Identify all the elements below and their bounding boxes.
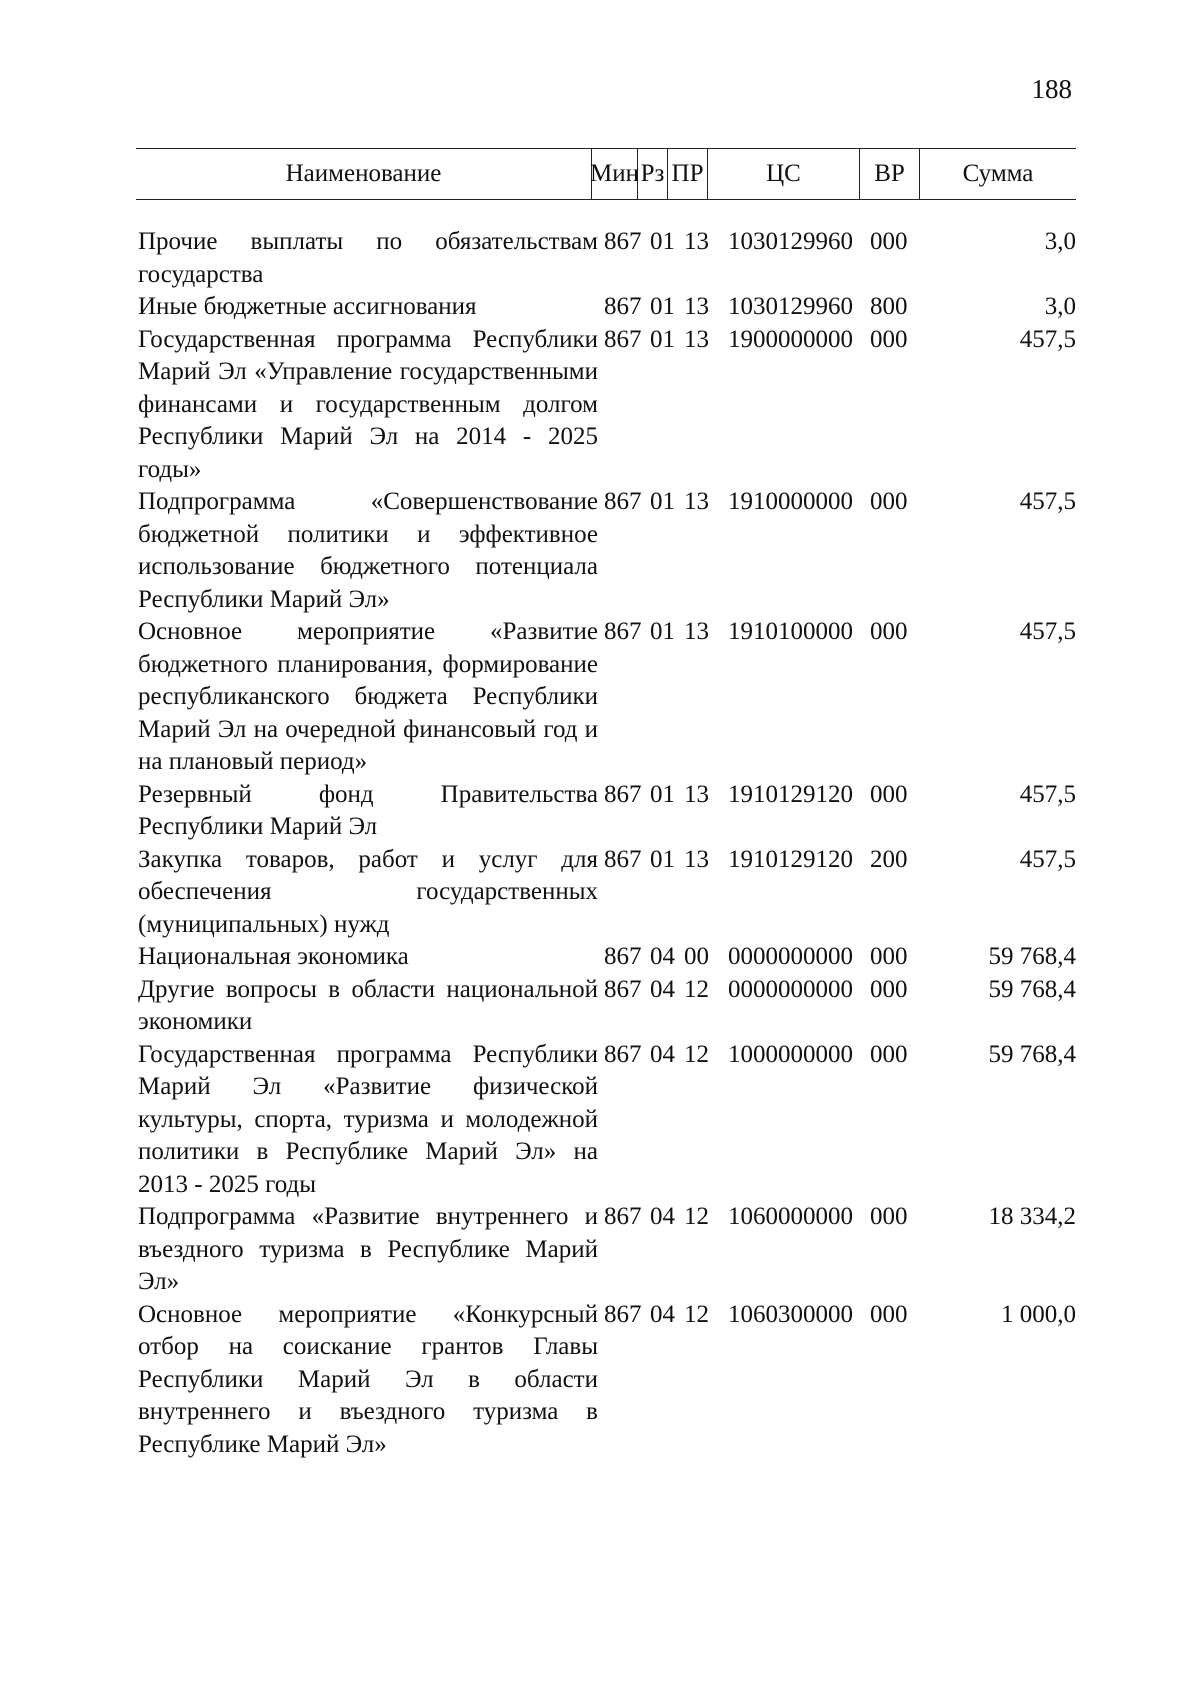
row-pr: 13	[684, 293, 709, 320]
row-name: Подпрограмма «Развитие внутреннего и въездного туризма в Республике Марий Эл»	[138, 1203, 598, 1295]
row-sum: 59 768,4	[988, 1040, 1076, 1068]
row-cs: 1030129960	[728, 228, 853, 255]
table-row	[138, 779, 1088, 844]
row-vr: 000	[870, 488, 908, 515]
row-pr: 13	[684, 845, 709, 873]
row-min: 867	[604, 488, 642, 515]
row-pr: 13	[684, 325, 709, 353]
table-row	[138, 844, 1088, 942]
row-cs: 1910000000	[728, 488, 853, 515]
table-row	[138, 974, 1088, 1039]
row-min: 867	[604, 228, 642, 255]
row-rz: 04	[650, 1040, 675, 1068]
row-rz: 01	[650, 780, 675, 808]
header-cs: ЦС	[708, 149, 860, 199]
row-pr: 13	[684, 780, 709, 808]
header-name: Наименование	[136, 149, 592, 199]
row-vr: 000	[870, 1203, 908, 1230]
row-sum: 59 768,4	[988, 943, 1076, 970]
row-rz: 01	[650, 488, 675, 515]
row-vr: 800	[870, 293, 908, 320]
row-name: Другие вопросы в области национальной экономики	[138, 975, 598, 1035]
row-vr: 000	[870, 325, 908, 353]
row-sum: 457,5	[1019, 845, 1076, 873]
header-min: Мин	[592, 149, 638, 199]
row-cs: 1030129960	[728, 293, 853, 320]
table-row	[138, 941, 1088, 974]
row-sum: 59 768,4	[988, 975, 1076, 1003]
header-pr: ПР	[668, 149, 708, 199]
row-pr: 13	[684, 488, 709, 515]
row-sum: 18 334,2	[988, 1203, 1076, 1230]
header-sum: Сумма	[962, 160, 1034, 187]
row-min: 867	[604, 1300, 642, 1328]
row-min: 867	[604, 845, 642, 873]
page-number: 188	[1031, 74, 1072, 104]
table-row	[138, 324, 1088, 487]
row-cs: 1060000000	[728, 1203, 853, 1230]
row-rz: 04	[650, 975, 675, 1003]
row-sum: 3,0	[1044, 293, 1076, 320]
row-rz: 01	[650, 293, 675, 320]
table-row	[138, 486, 1088, 616]
table-row	[138, 1039, 1088, 1202]
row-vr: 000	[870, 975, 908, 1003]
row-name: Основное мероприятие «Развитие бюджетного планирования, формирование республиканского бюджета Республики Марий Эл на очередной финансовый год и на плановый период»	[138, 618, 598, 775]
table-row	[138, 1299, 1088, 1462]
row-sum: 457,5	[1019, 488, 1076, 515]
row-sum: 457,5	[1019, 780, 1076, 808]
row-pr: 12	[684, 1300, 709, 1328]
row-cs: 0000000000	[728, 975, 853, 1003]
row-name: Резервный фонд Правительства Республики Марий Эл	[138, 780, 598, 840]
row-name: Закупка товаров, работ и услуг для обеспечения государственных (муниципальных) нужд	[138, 845, 598, 938]
table-header	[136, 148, 1076, 200]
table-row	[138, 226, 1088, 291]
row-rz: 04	[650, 1300, 675, 1328]
row-rz: 01	[650, 618, 675, 645]
row-name: Основное мероприятие «Конкурсный отбор на соискание грантов Главы Республики Марий Эл в области внутреннего и въездного туризма в Республике Марий Эл»	[138, 1300, 598, 1458]
row-rz: 04	[650, 943, 675, 970]
row-pr: 13	[684, 228, 709, 255]
table-row	[138, 1201, 1088, 1299]
row-min: 867	[604, 1040, 642, 1068]
row-cs: 0000000000	[728, 943, 853, 970]
row-cs: 1000000000	[728, 1040, 853, 1068]
row-cs: 1900000000	[728, 325, 853, 353]
row-pr: 12	[684, 975, 709, 1003]
row-cs: 1910100000	[728, 618, 853, 645]
row-rz: 01	[650, 228, 675, 255]
row-min: 867	[604, 943, 642, 970]
row-sum: 457,5	[1019, 618, 1076, 645]
row-min: 867	[604, 618, 642, 645]
row-rz: 01	[650, 325, 675, 353]
header-rz: Рз	[638, 149, 668, 199]
row-vr: 000	[870, 228, 908, 255]
row-vr: 000	[870, 1300, 908, 1328]
row-vr: 200	[870, 845, 908, 873]
row-pr: 12	[684, 1203, 709, 1230]
row-cs: 1910129120	[728, 780, 853, 808]
row-sum: 1 000,0	[1001, 1300, 1076, 1328]
row-min: 867	[604, 325, 642, 353]
row-name: Государственная программа Республики Марий Эл «Управление государственными финансами и государственным долгом Республики Марий Эл на 2014 - 2025 годы»	[138, 325, 598, 483]
table-body	[138, 226, 1088, 1461]
row-min: 867	[604, 780, 642, 808]
row-vr: 000	[870, 618, 908, 645]
row-sum: 3,0	[1044, 228, 1076, 255]
row-min: 867	[604, 293, 642, 320]
row-min: 867	[604, 1203, 642, 1230]
row-rz: 01	[650, 845, 675, 873]
row-vr: 000	[870, 943, 908, 970]
row-vr: 000	[870, 780, 908, 808]
row-sum: 457,5	[1019, 325, 1076, 353]
row-name: Подпрограмма «Совершенствование бюджетной политики и эффективное использование бюджетного потенциала Республики Марий Эл»	[138, 488, 598, 613]
row-cs: 1910129120	[728, 845, 853, 873]
table-row	[138, 616, 1088, 779]
header-vr: ВР	[860, 149, 920, 199]
row-min: 867	[604, 975, 642, 1003]
row-name: Национальная экономика	[138, 943, 409, 970]
row-name: Прочие выплаты по обязательствам государства	[138, 228, 598, 288]
row-name: Иные бюджетные ассигнования	[138, 293, 477, 320]
row-vr: 000	[870, 1040, 908, 1068]
row-cs: 1060300000	[728, 1300, 853, 1328]
row-pr: 13	[684, 618, 709, 645]
table-row	[138, 291, 1088, 324]
row-name: Государственная программа Республики Марий Эл «Развитие физической культуры, спорта, туризма и молодежной политики в Республике Марий Эл» на 2013 - 2025 годы	[138, 1040, 598, 1198]
row-pr: 00	[684, 943, 709, 970]
row-pr: 12	[684, 1040, 709, 1068]
row-rz: 04	[650, 1203, 675, 1230]
